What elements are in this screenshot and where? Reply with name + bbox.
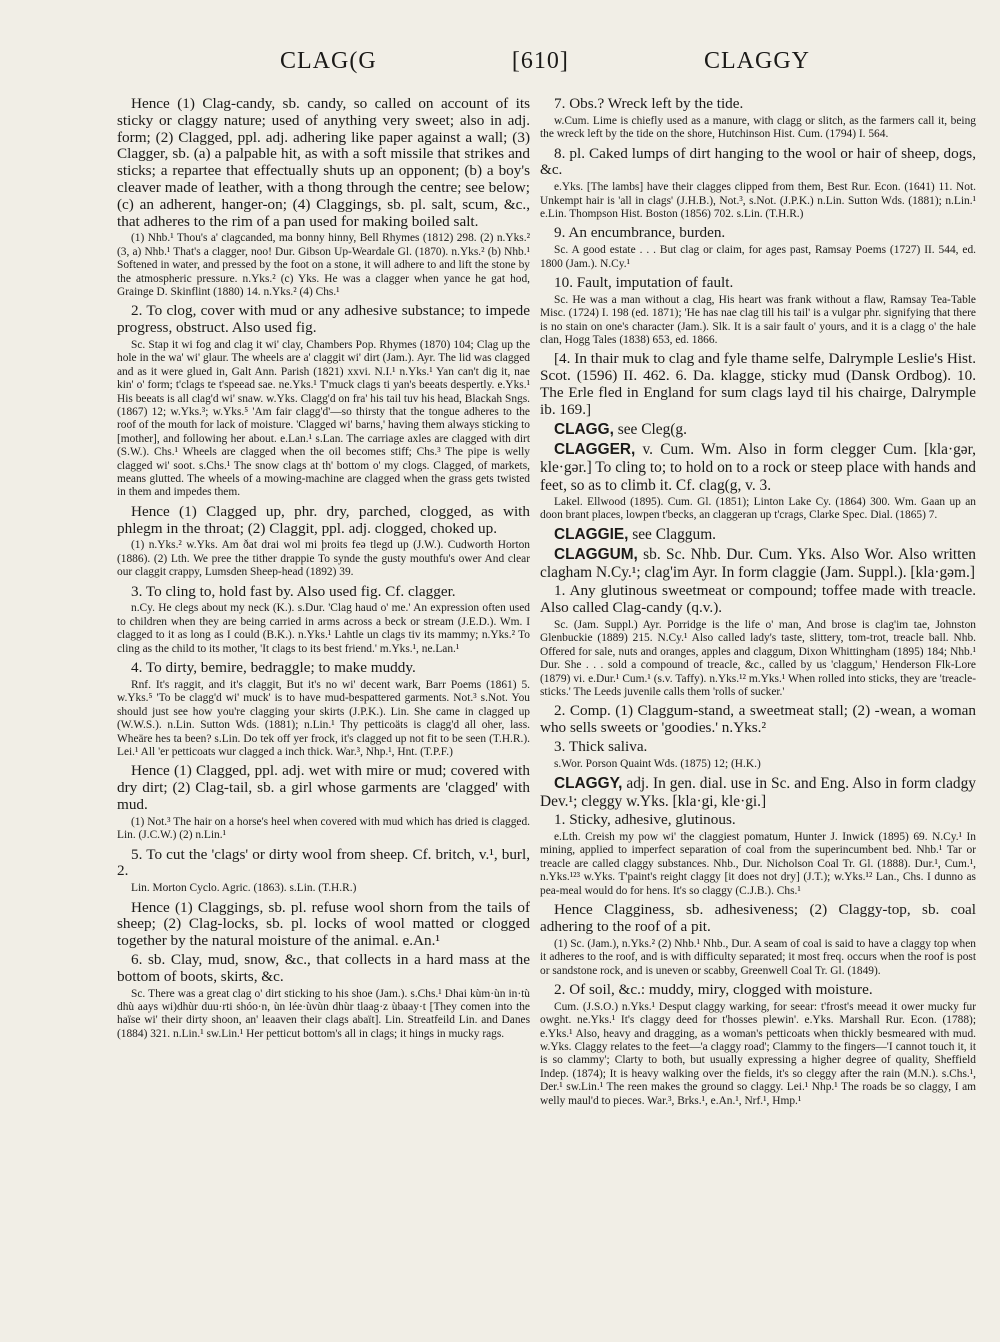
sense-paragraph: 3. To cling to, hold fast by. Also used fig. Cf. clagger. xyxy=(131,582,456,600)
citation-paragraph: Sc. A good estate . . . But clag or claim, for ages past, Ramsay Poems (1727) II. 544, ed. 1800 (Jam.). N.Cy.¹ xyxy=(540,244,976,270)
headword-definition: sb. Sc. Nhb. Dur. Cum. Yks. Also Wor. Also written clagham N.Cy.¹; clag'im Ayr. In form claggie (Jam. Suppl.). [kla·gəm.] xyxy=(540,546,976,582)
sense-paragraph: 1. Sticky, adhesive, glutinous. xyxy=(554,811,736,829)
citation-paragraph: (1) Not.³ The hair on a horse's heel when covered with mud which has dried is clagged. Lin. (J.C.W.) (2) n.Lin.¹ xyxy=(117,815,530,842)
left-column xyxy=(117,96,530,1316)
sense-paragraph: Hence (1) Clagged up, phr. dry, parched, clogged, as with phlegm in the throat; (2) Claggit, ppl. adj. clogged, choked up. xyxy=(117,502,530,537)
headword-definition: v. Cum. Wm. Also in form clegger Cum. [kla·gər, kle·gər.] To cling to; to hold on to a rock or steep place with hands and feet, so as to climb it. Cf. clag(g, v. 3. xyxy=(540,440,976,494)
headword: CLAGGER, xyxy=(554,440,636,458)
sense-paragraph: 8. pl. Caked lumps of dirt hanging to the wool or hair of sheep, dogs, &c. xyxy=(540,144,976,179)
citation-paragraph: s.Wor. Porson Quaint Wds. (1875) 12; (H.K.) xyxy=(554,757,761,770)
sense-paragraph: 3. Thick saliva. xyxy=(554,738,648,756)
headword: CLAGGIE, xyxy=(554,526,629,544)
header-page-number: [610] xyxy=(511,48,569,74)
headword-definition: adj. In gen. dial. use in Sc. and Eng. Also in form cladgy Dev.¹; cleggy w.Yks. [kla·gi, kle·gi.] xyxy=(540,775,976,811)
right-column xyxy=(540,96,976,1316)
citation-paragraph: w.Cum. Lime is chiefly used as a manure, with clagg or slitch, as the farmers call it, being the wreck left by the tide on the shore, Hutchinson Hist. Cum. (1794) I. 564. xyxy=(540,114,976,141)
sense-paragraph: Hence (1) Clag-candy, sb. candy, so called on account of its sticky or claggy nature; used of anything very sweet; also in adj. form; (2) Clagged, ppl. adj. adhering like paper against a wall; (3) Clagger, sb. (a) a palpable hit, as with a soft missile that strikes and sticks; a repartee that effectually shuts up an opponent; (b) a boy's cleaver made of leather, with a thong through the centre; see below; (c) an adherent, hanger-on; (4) Claggings, sb. pl. salt, scum, &c., that adheres to the rim of a pan used for making boiled salt. xyxy=(117,96,530,230)
sense-paragraph: 5. To cut the 'clags' or dirty wool from sheep. Cf. britch, v.¹, burl, 2. xyxy=(117,845,530,880)
citation-paragraph: Sc. He was a man without a clag, His heart was frank without a flaw, Ramsay Tea-Table Misc. (1724) I. 198 (ed. 1871); 'He has nae clag till his tail' is a vulgar phr. signifying that there is no stain on one's character (Jam.). Slk. It is a sair fault o' yours, and it is a clagg o' the hale clan, Hogg Tales (1838) 653, ed. 1866. xyxy=(540,293,976,347)
citation-paragraph: Rnf. It's raggit, and it's claggit, But it's no wi' decent wark, Barr Poems (1861) 5. w.Yks.⁵ 'To be clagg'd wi' muck' is to have mud-bespattered garments. Not.³ s.Not. You should just see how you're clagging your skirts (J.P.K.). Lin. She came in clagged up (W.W.S.). n.Lin. Sutton Wds. (1881); n.Lin.¹ Thy petticoäts is clagg'd all oher, lass. Wheäre hes ta been? s.Lin. Do tek off yer frock, it's clagged up not fit to be seen (T.H.R.). Lei.¹ All 'er petticoats wur clagged a inch thick. War.³, Nhp.¹, Hnt. (T.P.F.) xyxy=(117,678,530,758)
headword-definition: see Cleg(g. xyxy=(613,420,687,438)
citation-paragraph: e.Yks. [The lambs] have their clagges clipped from them, Best Rur. Econ. (1641) 11. Not. Unkempt hair is 'all in clags' (J.H.B.), Not.³, s.Not. (J.P.K.) n.Lin. Sutton Wds. (1881); n.Lin.¹ e.Lin. Thompson Hist. Boston (1856) 702. s.Lin. (T.H.R.) xyxy=(540,181,976,221)
sense-paragraph: Hence Clagginess, sb. adhesiveness; (2) Claggy-top, sb. coal adhering to the roof of a pit. xyxy=(540,901,976,935)
citation-paragraph: Sc. (Jam. Suppl.) Ayr. Porridge is the life o' man, And brose is clag'im tae, Johnston Glenbuckie (1889) 215. N.Cy.¹ Also called lady's taste, slittery, tom-trot, treacle ball. Nhb. Offered for sale, nuts and oranges, apples and claggum, Dixon Whittingham (1895) 184; Nhb.¹ Dur. She . . . sold a compound of treacle, &c., called by us 'claggum,' Henderson Flk-Lore (1879) vi. e.Dur.¹ Cum.¹ (s.v. Taffy). n.Yks.¹² m.Yks.¹ When rolled into sticks, they are 'treacle-sticks.' The Leeds juvenile calls them 'rolls of sucker.' xyxy=(540,619,976,699)
header-left-guideword: CLAG(G xyxy=(280,48,377,74)
sense-paragraph: 10. Fault, imputation of fault. xyxy=(554,274,734,292)
headword-entry xyxy=(540,441,976,495)
headword: CLAGGY, xyxy=(554,775,623,793)
citation-paragraph: Cum. (J.S.O.) n.Yks.¹ Desput claggy warking, for seear: t'frost's meead it ower mucky fur owght. ne.Yks.¹ It's claggy deed for t'hosses plewin'. e.Yks. Marshall Rur. Econ. (1788); e.Yks.¹ Also, heavy and dragging, as a woman's petticoats when thickly besmeared with mud. w.Yks. Claggy relates to the feet—'a claggy road'; Clammy to the fingers—'I cannot touch it, it is so clammy'; Clarty to both, but usually expressing a higher degree of quality, Sheffield Indep. (1874); It is heavy walking over the fields, it's so cleggy after the rain (M.N.). s.Chs.¹, Der.¹ sw.Lin.¹ The reen makes the ground so claggy. Lei.¹ Nhp.¹ The roads be so claggy, I am welly maul'd to pieces. War.³, Brks.¹, e.An.¹, Nrf.¹, Hmp.¹ xyxy=(540,1000,976,1107)
citation-paragraph: n.Cy. He clegs about my neck (K.). s.Dur. 'Clag haud o' me.' An expression often used to children when they are being carried in arms across a beck or stream (J.E.D.). Wm. I clagged to it as long as I could (B.K.). n.Yks.¹ Lahtle un clags tiv its mammy; n.Yks.² To cling as the child to its mother, 'It clags to its best friend.' m.Yks.¹, ne.Lan.¹ xyxy=(117,602,530,655)
headword: CLAGGUM, xyxy=(554,546,638,564)
headword: CLAGG, xyxy=(554,420,614,438)
sense-paragraph: 2. Comp. (1) Claggum-stand, a sweetmeat stall; (2) -wean, a woman who sells sweets or 'goodies.' n.Yks.² xyxy=(540,702,976,737)
page-header xyxy=(280,48,810,88)
sense-paragraph: 9. An encumbrance, burden. xyxy=(554,224,726,242)
citation-paragraph: e.Lth. Creish my pow wi' the claggiest pomatum, Hunter J. Inwick (1895) 69. N.Cy.¹ In mining, applied to imperfect separation of coal from the superincumbent bed. Nhb.¹ Tar or treacle are called claggy substances. Nhb., Dur. Nicholson Coal Tr. Gl. (1888). Dur.¹, Cum.¹, n.Yks.¹²³ w.Yks. T'paint's reight claggy [it does not dry] (J.T.); w.Yks.¹² Lan., Chs. I dunno as pea-meal would do for hens. It's so claggy (C.J.B.). Chs.¹ xyxy=(540,831,976,897)
sense-paragraph: Hence (1) Claggings, sb. pl. refuse wool shorn from the tails of sheep; (2) Clag-locks, sb. pl. locks of wool matted or clogged together by the natural moisture of the animal. e.An.¹ xyxy=(117,898,530,950)
sense-paragraph: 6. sb. Clay, mud, snow, &c., that collects in a hard mass at the bottom of boots, skirts, &c. xyxy=(117,950,530,985)
citation-paragraph: Lin. Morton Cyclo. Agric. (1863). s.Lin. (T.H.R.) xyxy=(131,882,357,895)
sense-paragraph: [4. In thair muk to clag and fyle thame selfe, Dalrymple Leslie's Hist. Scot. (1596) II. 462. 6. Da. klagge, sticky mud (Dansk Ordbog). 10. The Erle fled in England for sum clags layd til his chairge, Dalrymple ib. 169.] xyxy=(540,350,976,418)
sense-paragraph: 4. To dirty, bemire, bedraggle; to make muddy. xyxy=(131,659,416,677)
citation-paragraph: (1) n.Yks.² w.Yks. Am ðat drai wol mi þroits feə tlegd up (J.W.). Cudworth Horton (1886). (2) Lth. We pree the tither drappie To synde the gusty mouthfu's ower And clear our claggit crappy, Lumsden Sheep-head (1892) 39. xyxy=(117,539,530,579)
citation-paragraph: (1) Sc. (Jam.), n.Yks.² (2) Nhb.¹ Nhb., Dur. A seam of coal is said to have a claggy top when it adheres to the roof, and is with difficulty separated; it most freq. occurs when the roof is post or sandstone rock, and is uneven or scabby, Greenwell Coal Tr. Gl. (1849). xyxy=(540,937,976,977)
sense-paragraph: 2. Of soil, &c.: muddy, miry, clogged with moisture. xyxy=(554,980,873,998)
sense-paragraph: 7. Obs.? Wreck left by the tide. xyxy=(554,96,744,112)
sense-paragraph: 1. Any glutinous sweetmeat or compound; toffee made with treacle. Also called Clag-candy (q.v.). xyxy=(540,582,976,617)
headword-entry xyxy=(540,526,976,544)
headword-entry xyxy=(540,546,976,582)
sense-paragraph: Hence (1) Clagged, ppl. adj. wet with mire or mud; covered with dry dirt; (2) Clag-tail, sb. a girl whose garments are 'clagged' with mud. xyxy=(117,762,530,813)
headword-entry xyxy=(540,421,976,439)
headword-entry xyxy=(540,775,976,811)
citation-paragraph: (1) Nhb.¹ Thou's a' clagcanded, ma bonny hinny, Bell Rhymes (1812) 298. (2) n.Yks.² (3, a) Nhb.¹ That's a clagger, noo! Dur. Gibson Up-Weardale Gl. (1870). n.Yks.² (b) Nhb.¹ Softened in water, and pressed by the foot on a stone, it will adhere to and lift the stone by the atmospheric pressure. n.Yks.² (c) Yks. He was a clagger when yance he gat hod, Grainge D. Skinflint (1880) 14. n.Yks.² (4) Chs.¹ xyxy=(117,232,530,298)
citation-paragraph: Sc. There was a great clag o' dirt sticking to his shoe (Jam.). s.Chs.¹ Dhai kùm·ùn in·tù dhù aays wi)dhùr duu·rti shóo·n, ùn lée·ùvùn dhùr tlaag·z ùbaay·t [They comen into the haïse wi' their dirty shoon, an' leaaven their clags abaït]. Lin. Streatfeild Lin. and Danes (1884) 321. n.Lin.¹ sw.Lin.¹ Her petticut bottom's all in clags; it hings in mucky rags. xyxy=(117,987,530,1040)
header-right-guideword: CLAGGY xyxy=(703,48,810,74)
citation-paragraph: Lakel. Ellwood (1895). Cum. Gl. (1851); Linton Lake Cy. (1864) 300. Wm. Gaan up an doon brant places, lowpen t'becks, an claggeran up t'crags, Clarke Spec. Dial. (1865) 7. xyxy=(540,495,976,522)
citation-paragraph: Sc. Stap it wi fog and clag it wi' clay, Chambers Pop. Rhymes (1870) 104; Clag up the hole in the wa' wi' glaur. The wheels are a' claggit wi' dirt (Jam.). Ayr. The lid was clagged and as it were glued in, Galt Ann. Parish (1821) xxvi. N.I.¹ n.Yks.¹ Yan can't dig it, nae kin' o' form; t'clags te t'speead sae. ne.Yks.¹ T'muck clags ti yan's beeats despertly. e.Yks.¹ His beeats is all clag'd wi' snaw. w.Yks. Clagg'd on fra' his tail tuv his head, Blackah Sngs. (1867) 12; w.Yks.³; w.Yks.⁵ 'Am fair clagg'd'—so thirsty that the tongue adheres to the roof of the mouth for lack of moisture. 'Clagged wi' barns,' having them always sticking to [mother], and following her about. e.Lan.¹ s.Lan. The carriage axles are clagged with dirt (S.W.). Chs.¹ Wheels are clagged when the oil becomes stiff; Chs.³ The pipe is welly clagged wi' soot. s.Chs.¹ The snow clags at th' bottom o' my clogs. Clagged, of markets, means glutted. The wheels of a mowing-machine are clagged when the grass gets twisted in them and impedes them. xyxy=(117,339,530,499)
sense-paragraph: 2. To clog, cover with mud or any adhesive substance; to impede progress, obstruct. Also used fig. xyxy=(117,302,530,337)
headword-definition: see Claggum. xyxy=(628,526,717,544)
